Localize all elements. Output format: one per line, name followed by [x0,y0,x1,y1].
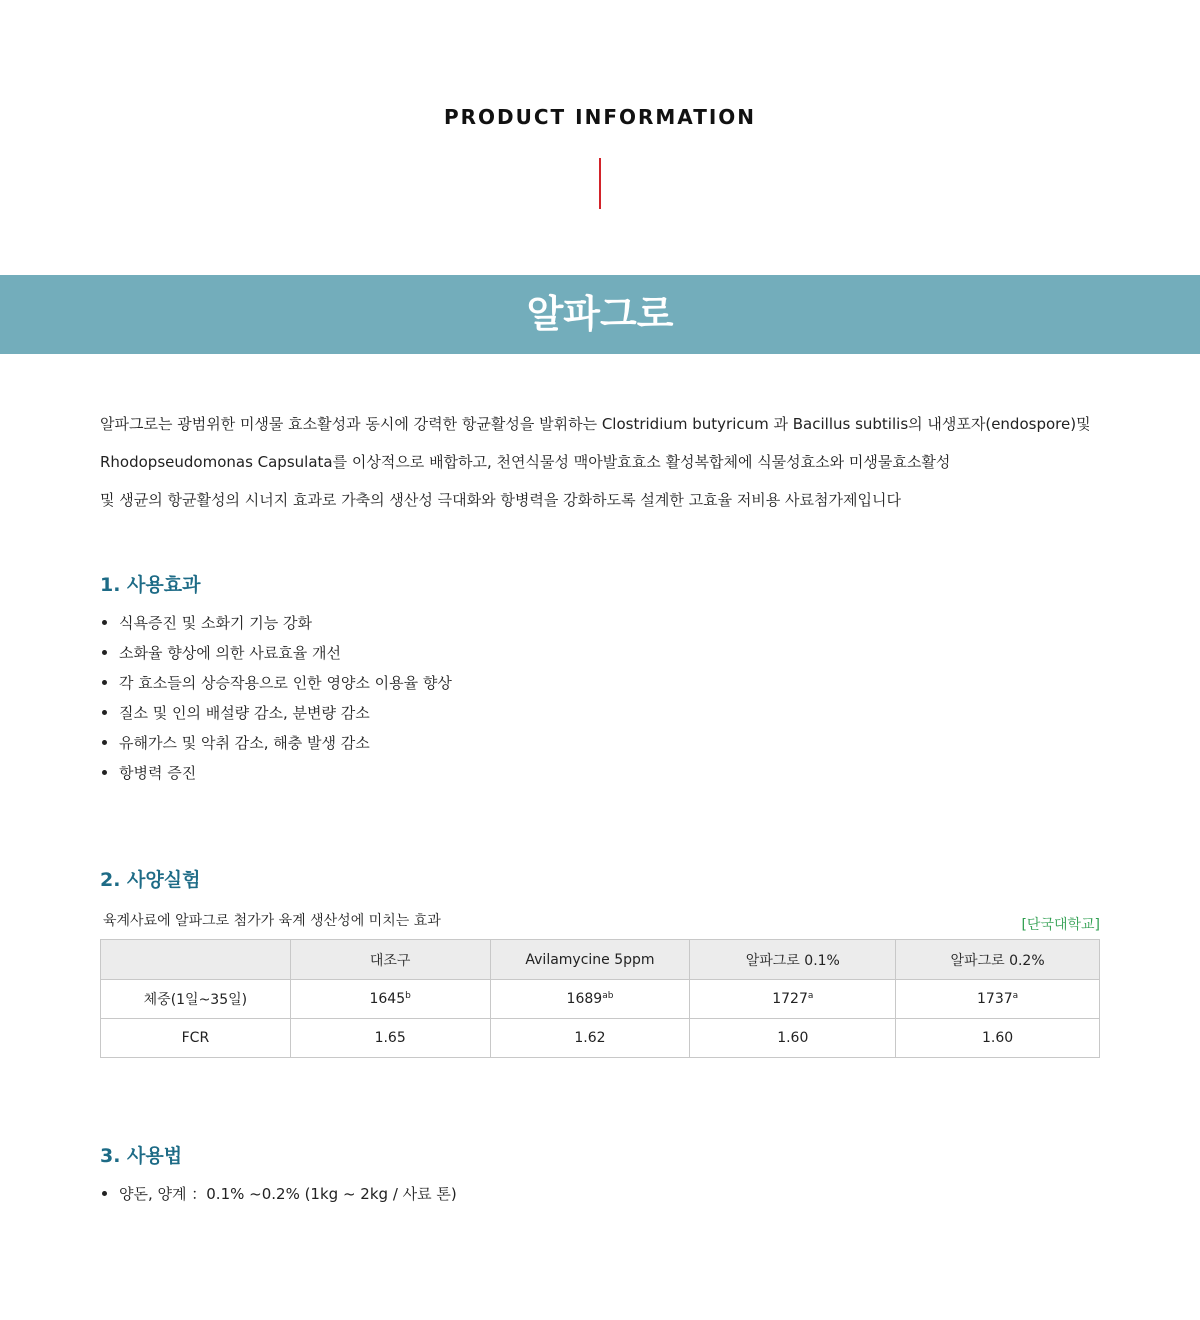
intro-line: 및 생균의 항균활성의 시너지 효과로 가축의 생산성 극대화와 항병력을 강화하도록 설계한 고효율 저비용 사료첨가제입니다 [100,491,901,509]
divider-line [599,158,601,209]
cell-value: 1645 [369,991,406,1007]
bullet-icon [102,620,107,625]
list-item-text: 항병력 증진 [119,764,197,782]
section-title-trial: 2. 사양실험 [100,869,201,891]
table-cell [490,1019,690,1058]
bullet-icon [102,770,107,775]
cell-value: 1727 [772,991,808,1007]
cell-superscript: ab [602,991,614,1001]
cell-value: 1.60 [982,1030,1014,1046]
section-title-effects: 1. 사용효과 [100,574,201,596]
table-caption-row [100,908,1100,932]
bullet-icon [102,740,107,745]
effects-list [100,610,452,790]
table-caption: 육계사료에 알파그로 첨가가 육계 생산성에 미치는 효과 [103,913,441,929]
intro-text [100,411,1110,525]
cell-value: 1.65 [374,1030,406,1046]
cell-value: 1.60 [777,1030,809,1046]
bullet-icon [102,680,107,685]
cell-superscript: a [1012,991,1019,1001]
table-cell [690,980,896,1019]
cell-superscript: b [405,991,411,1001]
table-cell [896,980,1100,1019]
table-cell [290,1019,490,1058]
cell-value: 1.62 [574,1030,606,1046]
row-label: FCR [101,1019,291,1058]
list-item [100,760,452,790]
row-label: 체중(1일~35일) [101,980,291,1019]
list-item [100,700,452,730]
page-heading: PRODUCT INFORMATION [443,105,757,129]
table-header-cell [101,940,291,980]
table-header-row [101,940,1100,980]
bullet-icon [102,710,107,715]
bullet-icon [102,650,107,655]
table-source: [단국대학교] [1021,917,1100,933]
list-item [100,640,452,670]
intro-line: 알파그로는 광범위한 미생물 효소활성과 동시에 강력한 항균활성을 발휘하는 Clostridium butyricum 과 Bacillus subtilis의 내생포자(endospore)및 [100,415,1091,433]
table-header-cell: 대조구 [290,940,490,980]
list-item [100,1181,457,1211]
table-row [101,980,1100,1019]
list-item-text: 식욕증진 및 소화기 기능 강화 [119,614,312,632]
table-header-cell: 알파그로 0.1% [690,940,896,980]
section-title-usage: 3. 사용법 [100,1145,183,1167]
table-cell [690,1019,896,1058]
list-item-text: 질소 및 인의 배설량 감소, 분변량 감소 [119,704,370,722]
table-header-cell: 알파그로 0.2% [896,940,1100,980]
list-item-text: 각 효소들의 상승작용으로 인한 영양소 이용율 향상 [119,674,452,692]
intro-line: Rhodopseudomonas Capsulata를 이상적으로 배합하고, 천연식물성 맥아발효효소 활성복합체에 식물성효소와 미생물효소활성 [100,453,951,471]
cell-value: 1737 [977,991,1013,1007]
table-header-cell: Avilamycine 5ppm [490,940,690,980]
cell-value: 1689 [566,991,603,1007]
usage-list [100,1181,457,1211]
table-cell [490,980,690,1019]
table-row [101,1019,1100,1058]
list-item-text: 소화율 향상에 의한 사료효율 개선 [119,644,341,662]
bullet-icon [102,1191,107,1196]
table-cell [290,980,490,1019]
cell-superscript: a [807,991,814,1001]
trial-table [100,939,1100,1058]
list-item [100,730,452,760]
product-title: 알파그로 [526,292,674,336]
list-item-text: 양돈, 양계 ：0.1% ~0.2% (1kg ~ 2kg / 사료 톤) [119,1185,457,1203]
list-item [100,610,452,640]
table-cell [896,1019,1100,1058]
list-item-text: 유해가스 및 악취 감소, 해충 발생 감소 [119,734,370,752]
product-title-band [0,275,1200,354]
list-item [100,670,452,700]
